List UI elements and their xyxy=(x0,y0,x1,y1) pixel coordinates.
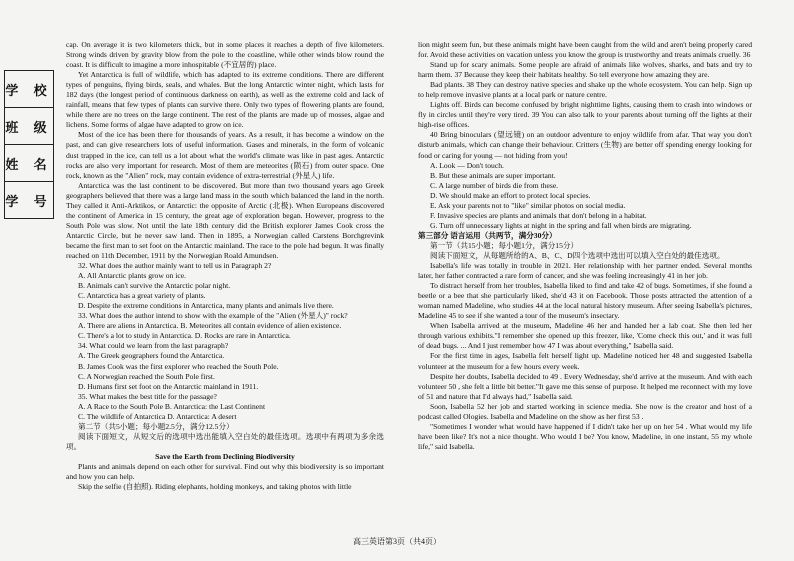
left-column xyxy=(66,40,384,492)
passage-paragraph: Antarctica was the last continent to be discovered. But more than two thousand years ago Greek geographers believed that there was a large land mass in the south which balanced the land in the north. They called it Anti-Arktikos, or Antarctic: the opposite of Arctic (北极). When Europeans discovered the continent of America in 15 century, the great age of exploration began. However, progress to the South Pole was slow. Not until the late 18th century did the British explorer James Cook cross the Antarctic Circle, but he never saw land. Then in 1895, a Norwegian called Carstens Borchgrevink became the first man to set foot on the Antarctic mainland. The race to the pole had begun. It was finally reached on 11th December, 1911 by the Norwegian Roald Amundsen. xyxy=(66,180,384,260)
passage-paragraph: For the first time in ages, Isabella felt herself light up. Madeline noticed her 48 and suggested Isabella volunteer at the museum for a few hours every week. xyxy=(418,351,752,371)
option: A. A Race to the South Pole B. Antarctica: the Last Continent xyxy=(78,401,266,411)
passage-paragraph: Soon, Isabella 52 her job and started working in science media. She now is the creator and host of a podcast called Ologies. Isabella and Madeline on the show as her first 53 . xyxy=(418,401,752,421)
page-footer: 高三英语第3页（共4页） xyxy=(353,537,441,546)
question-34: 34. What could we learn from the last paragraph? xyxy=(78,341,229,351)
option: C. Antarctica has a great variety of plants. xyxy=(78,291,206,301)
part-heading: 第三部分 语言运用（共两节，满分30分） xyxy=(418,230,557,240)
section-instruction: 阅读下面短文，从短文后的选项中选出能填入空白处的最佳选项。选项中有两项为多余选项。 xyxy=(66,431,384,451)
option: E. Ask your parents not to "like" similar photos on social media. xyxy=(430,200,626,210)
student-info-sidebar xyxy=(4,70,54,219)
passage-paragraph: Isabella's life was totally in trouble in 2021. Her relationship with her partner ended. Several months later, her father contracted a rare form of cancer, and she was feeling increasingly 41 in her job. xyxy=(418,261,752,281)
passage-paragraph: "Sometimes I wonder what would have happened if I didn't take her up on her 54 . What would my life have been like? It's not a nice thought. Who would I be? You know, Madeline, in one instant, 55 my whole life," said Isabella. xyxy=(418,421,752,451)
option: A. The Greek geographers found the Antarctica. xyxy=(78,351,225,361)
passage-paragraph: cap. On average it is two kilometers thick, but in some places it reaches a depth of five kilometers. Strong winds driven by gravity blow from the pole to the coastline, while other winds blow round the coast. It is difficult to imagine a more inhospitable (不宜居的) place. xyxy=(66,40,384,70)
question-35: 35. What makes the best title for the passage? xyxy=(78,391,217,401)
option: D. We should make an effort to protect local species. xyxy=(430,190,591,200)
passage-paragraph: Despite her doubts, Isabella decided to 49 . Every Wednesday, she'd arrive at the museum. And with each volunteer 50 , she felt a little bit better."It gave me this sense of purpose. It helped me reconnect with my love of 51 and nature that I'd always had," Isabella said. xyxy=(418,371,752,401)
option: D. Despite the extreme conditions in Antarctica, many plants and animals live there. xyxy=(78,301,334,311)
question-32: 32. What does the author mainly want to tell us in Paragraph 2? xyxy=(78,261,272,271)
section-heading: 第一节（共15小题；每小题1分，满分15分） xyxy=(430,240,579,250)
option: D. Humans first set foot on the Antarctic mainland in 1911. xyxy=(78,381,259,391)
student-id-field: 学 号 xyxy=(4,181,54,219)
passage-paragraph: Yet Antarctica is full of wildlife, which has adapted to its extreme conditions. There are different types of penguins, flying birds, seals, and whales. But the long Antarctic winter night, which lasts for 182 days (the longest period of continuous darkness on earth), as well as the extreme cold and lack of rainfall, means that few types of plants can survive there. Only two types of flowering plants are found, while there are no trees on the large continent. The rest of the plants are made up of mosses, algae and lichens. Some forms of algae have adapted to grow on ice. xyxy=(66,70,384,130)
section-instruction: 阅读下面短文，从每题所给的A、B、C、D四个选项中选出可以填入空白处的最佳选项。 xyxy=(430,250,725,260)
passage-paragraph: When Isabella arrived at the museum, Madeline 46 her and handed her a lab coat. She then led her through various exhibits."I remember she opened up this freezer, like, 'Come check this out,' and it was full of dead bugs. ... And I just remember how 47 I was about everything," Isabella said. xyxy=(418,321,752,351)
option: C. There's a lot to study in Antarctica. D. Rocks are rare in Antarctica. xyxy=(78,331,291,341)
passage-paragraph: Plants and animals depend on each other for survival. Find out why this biodiversity is so important and how you can help. xyxy=(66,461,384,482)
option: C. A large number of birds die from these. xyxy=(430,180,559,190)
option: A. There are aliens in Antarctica. B. Meteorites all contain evidence of alien existence. xyxy=(78,321,342,331)
option: B. Animals can't survive the Antarctic polar night. xyxy=(78,281,231,291)
option: A. All Antarctic plants grow on ice. xyxy=(78,271,186,281)
option: A. Look — Don't touch. xyxy=(430,160,504,170)
passage-paragraph: 40 Bring binoculars (望远镜) on an outdoor adventure to enjoy wildlife from afar. That way you don't disturb animals, which can change their behaviour. Critters (生物) are better off spending energy looking for food or caring for young — not hiding from you! xyxy=(418,130,752,160)
passage-paragraph: Lights off. Birds can become confused by bright nighttime lights, causing them to crash into windows or fly in circles until they're very tired. 39 You can also talk to your parents about turning off the lights at their high-rise offices. xyxy=(418,100,752,130)
option: F. Invasive species are plants and animals that don't belong in a habitat. xyxy=(430,210,647,220)
passage-paragraph: Bad plants. 38 They can destroy native species and shake up the whole ecosystem. You can help. Sign up to help remove invasive plants at a local park or nature centre. xyxy=(418,80,752,100)
option: B. But these animals are super important. xyxy=(430,170,556,180)
question-33: 33. What does the author intend to show with the example of the "Alien (外星人)" rock? xyxy=(78,311,348,321)
option: C. A Norwegian reached the South Pole first. xyxy=(78,371,215,381)
passage-paragraph: To distract herself from her troubles, Isabella liked to find and take 42 of bugs. Sometimes, if she found a beetle or a bee that she particularly liked, she'd 43 it on Facebook. Those posts attracted the attention of a woman named Madeline, who studies 44 at the local natural history museum. After seeing Isabella's pictures, Madeline 45 to see if she wanted a tour of the museum's insectary. xyxy=(418,281,752,321)
passage-paragraph: Most of the ice has been there for thousands of years. As a result, it has become a window on the past, and can give researchers lots of useful information. Gases and minerals, in the form of volcanic dust trapped in the ice, can tell us a lot about what the world's climate was like in past ages. Antarctic rocks are also very important for research. Most of them are meteorites (陨石) from outer space. One rock, known as the "Alien" rock, may contain evidence of extra-terrestrial (外星人) life. xyxy=(66,130,384,180)
passage-paragraph: Stand up for scary animals. Some people are afraid of animals like wolves, sharks, and bats and try to harm them. 37 Because they keep their habitats healthy. So tell everyone how amazing they are. xyxy=(418,60,752,80)
option: G. Turn off unnecessary lights at night in the spring and fall when birds are migrating. xyxy=(430,220,692,230)
right-column xyxy=(418,40,752,452)
passage-paragraph: Skip the selfie (自拍照). Riding elephants, holding monkeys, and taking photos with little xyxy=(78,482,352,492)
option: B. James Cook was the first explorer who reached the South Pole. xyxy=(78,361,279,371)
section-heading: 第二节（共5小题；每小题2.5分，满分12.5分） xyxy=(78,421,234,431)
name-field: 姓 名 xyxy=(4,144,54,181)
passage-paragraph: lion might seem fun, but these animals might have been caught from the wild and aren't being properly cared for. Avoid these activities on vacation unless you know the group is trustworthy and treats animals cruelly. 36 xyxy=(418,40,752,60)
class-field: 班 级 xyxy=(4,107,54,144)
passage-title: Save the Earth from Declining Biodiversity xyxy=(155,451,295,461)
option: C. The wildlife of Antarctica D. Antarctica: A desert xyxy=(78,411,237,421)
school-field: 学 校 xyxy=(4,70,54,107)
